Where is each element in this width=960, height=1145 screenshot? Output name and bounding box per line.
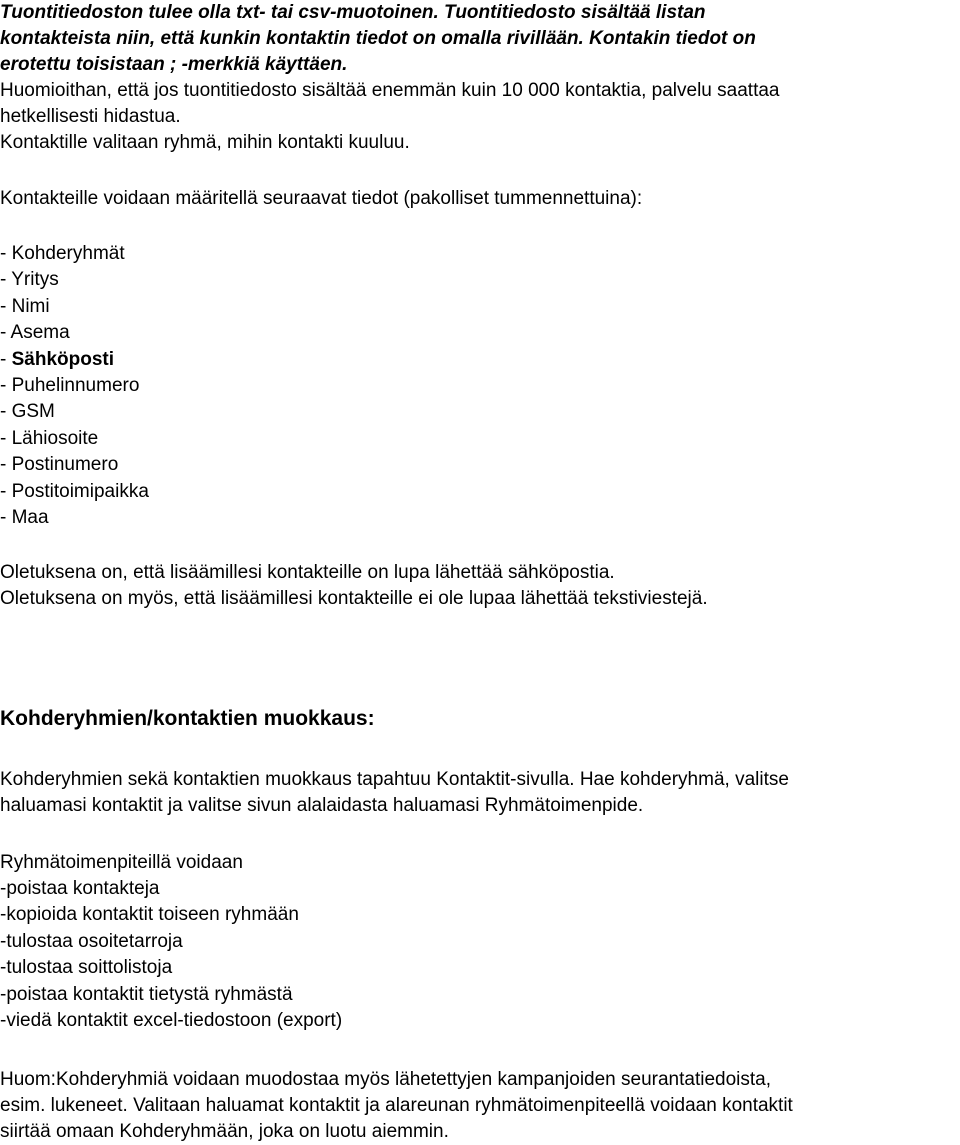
intro-line-4: Huomioithan, että jos tuontitiedosto sisältää enemmän kuin 10 000 kontaktia, palvelu saattaa — [0, 80, 780, 101]
list-item-prefix: - — [0, 348, 12, 370]
intro-line-5: hetkellisesti hidastua. — [0, 106, 181, 127]
list-item: - Nimi — [0, 295, 50, 317]
list-item: - Lähiosoite — [0, 427, 99, 449]
intro-line-3: erotettu toisistaan ; -merkkiä käyttäen. — [0, 54, 348, 75]
section-line-2: haluamasi kontaktit ja valitse sivun alalaidasta haluamasi Ryhmätoimenpide. — [0, 795, 644, 816]
list-item: - Asema — [0, 322, 70, 344]
list-item: - Postinumero — [0, 454, 119, 476]
list-item-required — [0, 347, 149, 373]
required-field-label: Sähköposti — [11, 348, 115, 370]
defaults-line-1: Oletuksena on, että lisäämillesi kontakteille on lupa lähettää sähköpostia. — [0, 562, 615, 583]
fields-intro: Kontakteille voidaan määritellä seuraavat tiedot (pakolliset tummennettuina): — [0, 188, 643, 209]
list-item: - Puhelinnumero — [0, 375, 140, 397]
list-item: -viedä kontaktit excel-tiedostoon (export) — [0, 1010, 343, 1032]
defaults-line-2: Oletuksena on myös, että lisäämillesi kontakteille ei ole lupaa lähettää tekstiviestejä. — [0, 588, 708, 609]
intro-line-6: Kontaktille valitaan ryhmä, mihin kontakti kuuluu. — [0, 132, 410, 153]
note-line-2: esim. lukeneet. Valitaan haluamat kontaktit ja alareunan ryhmätoimenpiteellä voidaan kontaktit — [0, 1095, 793, 1116]
list-item: - Postitoimipaikka — [0, 480, 149, 502]
list-item: -tulostaa osoitetarroja — [0, 930, 183, 952]
intro-line-2: kontakteista niin, että kunkin kontaktin tiedot on omalla rivillään. Kontakin tiedot on — [0, 28, 756, 49]
list-item: - Maa — [0, 507, 49, 529]
fields-list — [0, 241, 149, 531]
list-item: - Kohderyhmät — [0, 243, 125, 264]
intro-line-1: Tuontitiedoston tulee olla txt- tai csv-muotoinen. Tuontitiedosto sisältää listan — [0, 2, 706, 23]
note-line-3: siirtää omaan Kohderyhmään, joka on luotu aiemmin. — [0, 1121, 449, 1142]
section-line-1: Kohderyhmien sekä kontaktien muokkaus tapahtuu Kontaktit-sivulla. Hae kohderyhmä, valitse — [0, 769, 789, 790]
list-item: - Yritys — [0, 269, 59, 291]
actions-list — [0, 876, 342, 1034]
list-item: -poistaa kontaktit tietystä ryhmästä — [0, 983, 293, 1005]
section-heading: Kohderyhmien/kontaktien muokkaus: — [0, 707, 375, 730]
list-item: -tulostaa soittolistoja — [0, 957, 173, 979]
list-item: -poistaa kontakteja — [0, 878, 160, 899]
note-line-1: Huom:Kohderyhmiä voidaan muodostaa myös lähetettyjen kampanjoiden seurantatiedoista, — [0, 1069, 772, 1090]
list-item: - GSM — [0, 401, 55, 423]
actions-intro: Ryhmätoimenpiteillä voidaan — [0, 852, 243, 873]
list-item: -kopioida kontaktit toiseen ryhmään — [0, 904, 299, 926]
